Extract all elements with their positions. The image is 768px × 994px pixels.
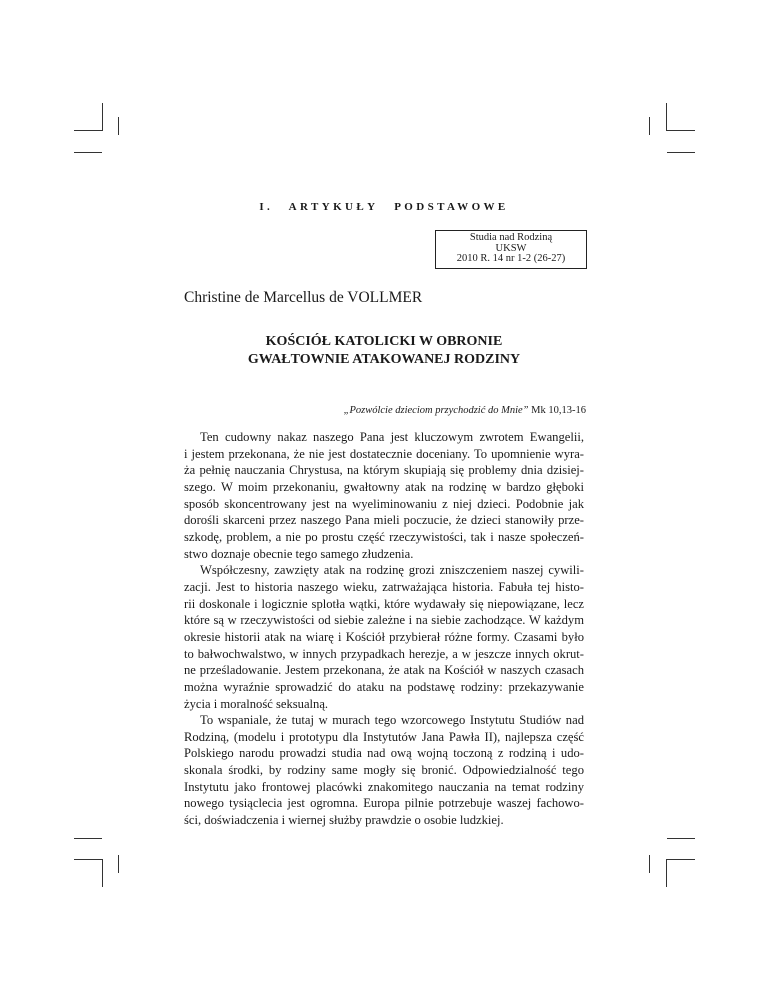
article-title [0, 333, 768, 369]
body-paragraph [184, 562, 584, 712]
paragraph-line: sposób skoncentrowany jest na wyeliminowaniu z niej dzieci. Podobnie jak [184, 496, 584, 511]
crop-mark [649, 117, 650, 135]
section-heading: I. ARTYKUŁY PODSTAWOWE [259, 201, 509, 213]
paragraph-line: ści, doświadczenia i wiernej służby prawdzie o osobie ludzkiej. [184, 813, 504, 828]
paragraph-line: ża pełnię nauczania Chrystusa, na którym skupiają się problemy dnia dzisiej- [184, 463, 584, 478]
paragraph-line: i jestem przekonana, że nie jest dostatecznie doceniany. To upomnienie wyra- [184, 446, 584, 461]
author-name: Christine de Marcellus de VOLLMER [184, 289, 423, 306]
title-line: KOŚCIÓŁ KATOLICKI W OBRONIE [265, 334, 503, 349]
paragraph-line: Ten cudowny nakaz naszego Pana jest kluczowym zwrotem Ewangelii, [200, 430, 584, 444]
epigraph-quote: „Pozwólcie dzieciom przychodzić do Mnie” [343, 405, 529, 416]
paragraph-line: okresie historii atak na wiarę i Kościół przybierał różne formy. Czasami było [184, 629, 584, 644]
paragraph-line: ne prześladowanie. Jestem przekonana, że atak na Kościół w naszych czasach [184, 663, 584, 678]
paragraph-line: to bałwochwalstwo, w innych przypadkach herezje, a w jeszcze innych okrut- [184, 646, 584, 661]
journal-info-box [435, 230, 587, 269]
paragraph-line: Polskiego narodu prowadzi studia nad ową wojną toczoną z rodziną i udo- [184, 746, 584, 761]
epigraph [310, 405, 586, 416]
paragraph-line: rii doskonale i logicznie splotła wątki, które wydawały się niepowiązane, lecz [184, 596, 584, 611]
crop-mark [74, 130, 102, 131]
crop-mark [649, 855, 650, 873]
paragraph-line: życia i moralność seksualną. [184, 696, 329, 711]
paragraph-line: które są w rzeczywistości od siebie zależne i na siebie zachodzące. W każdym [184, 613, 584, 628]
paragraph-line: skonala środki, by rodziny same mogły się bronić. Odpowiedzialność tego [184, 763, 584, 778]
paragraph-line: zacji. Jest to historia naszego wieku, zatrważająca historia. Fabuła tej histo- [184, 579, 584, 594]
crop-mark [74, 838, 102, 839]
body-paragraph [184, 429, 584, 562]
paragraph-line: dorośli skarceni przez naszego Pana mieli poczucie, że dzieci stanowiły prze- [184, 513, 584, 528]
paragraph-line: stwo doznaje obecnie tego samego złudzenia. [184, 546, 414, 561]
paragraph-line: szkodę, problem, a nie po prostu część rzeczywistości, tak i nasze społeczeń- [184, 529, 584, 544]
crop-mark [74, 152, 102, 153]
paragraph-line: można wyraźnie sprowadzić do ataku na podstawę rodziny: przekazywanie [184, 679, 584, 694]
body-paragraph [184, 712, 584, 829]
paragraph-line: Instytutu jako frontowej placówki znakomitego nauczania na temat rodziny [184, 779, 584, 794]
paragraph-line: nowego tysiąclecia jest ogromna. Europa pilnie potrzebuje waszej fachowo- [184, 796, 584, 811]
crop-mark [666, 103, 667, 131]
journal-publisher: UKSW [495, 242, 527, 254]
crop-mark [102, 103, 103, 131]
crop-mark [118, 117, 119, 135]
journal-issue: 2010 R. 14 nr 1-2 (26-27) [456, 253, 566, 264]
crop-mark [118, 855, 119, 873]
title-line: GWAŁTOWNIE ATAKOWANEJ RODZINY [247, 352, 521, 367]
journal-name: Studia nad Rodziną [469, 232, 553, 243]
crop-mark [666, 859, 667, 887]
paragraph-line: Współczesny, zawzięty atak na rodzinę grozi zniszczeniem naszej cywili- [200, 563, 584, 578]
epigraph-source: Mk 10,13-16 [531, 405, 586, 416]
crop-mark [667, 859, 695, 860]
paragraph-line: Rodziną, (modelu i prototypu dla Instytutów Jana Pawła II), najlepsza część [184, 729, 584, 744]
paragraph-line: szego. W moim przekonaniu, gwałtowny atak na rodzinę w bardzo głęboki [184, 479, 584, 494]
crop-mark [102, 859, 103, 887]
paragraph-line: To wspaniale, że tutaj w murach tego wzorcowego Instytutu Studiów nad [200, 713, 584, 728]
crop-mark [667, 838, 695, 839]
article-body [184, 429, 584, 829]
crop-mark [667, 130, 695, 131]
crop-mark [74, 859, 102, 860]
crop-mark [667, 152, 695, 153]
